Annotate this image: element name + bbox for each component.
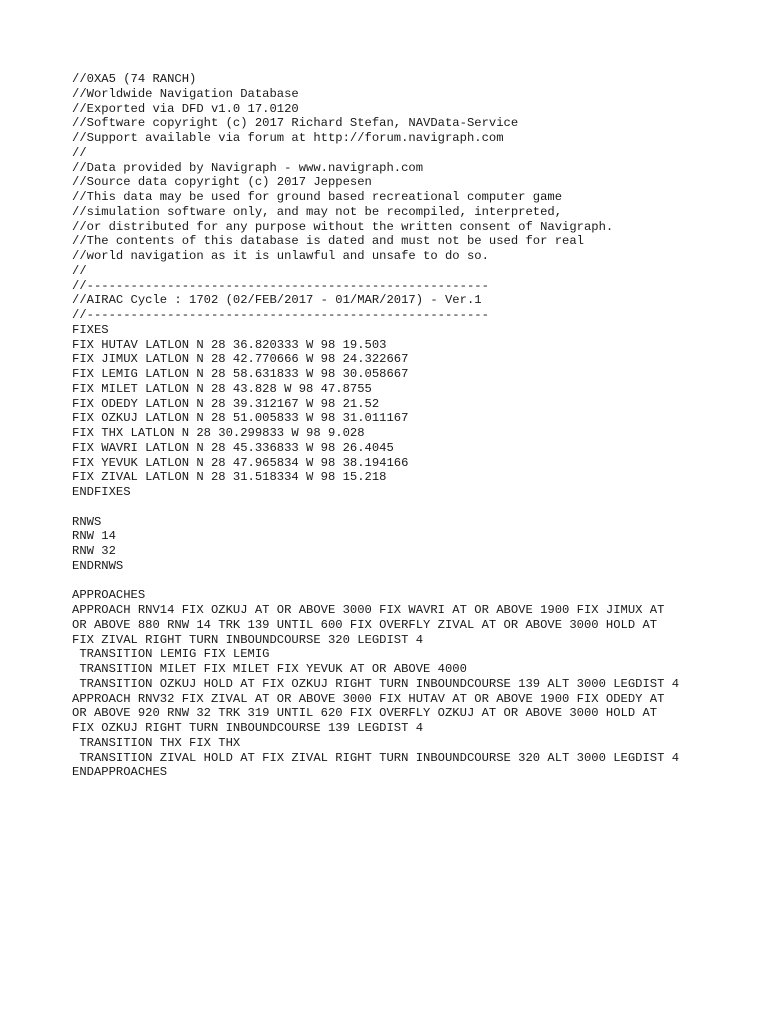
- section-header-fixes: FIXES: [72, 322, 109, 337]
- runway-entry: RNW 14: [72, 529, 116, 544]
- approach-line: FIX ZIVAL RIGHT TURN INBOUNDCOURSE 320 LEGDIST 4: [72, 632, 424, 647]
- blank-line: [72, 500, 732, 515]
- fix-entry: FIX WAVRI LATLON N 28 45.336833 W 98 26.4045: [72, 440, 394, 455]
- text-line: //world navigation as it is unlawful and unsafe to do so.: [72, 249, 489, 263]
- approach-line: FIX OZKUJ RIGHT TURN INBOUNDCOURSE 139 LEGDIST 4: [72, 721, 424, 735]
- document-page: [72, 72, 732, 780]
- fix-entry: FIX ODEDY LATLON N 28 39.312167 W 98 21.52: [72, 396, 380, 411]
- separator-line: //-------------------------------------------------------: [72, 278, 489, 293]
- fix-entry: FIX THX LATLON N 28 30.299833 W 98 9.028: [72, 426, 365, 440]
- text-line: //Exported via DFD v1.0 17.0120: [72, 101, 299, 116]
- transition-line: TRANSITION OZKUJ HOLD AT FIX OZKUJ RIGHT TURN INBOUNDCOURSE 139 ALT 3000 LEGDIST 4: [72, 676, 680, 691]
- section-footer-runways: ENDRNWS: [72, 558, 124, 573]
- text-line: //simulation software only, and may not be recompiled, interpreted,: [72, 204, 563, 219]
- fix-entry: FIX JIMUX LATLON N 28 42.770666 W 98 24.322667: [72, 352, 409, 367]
- approach-line: OR ABOVE 920 RNW 32 TRK 319 UNTIL 620 FIX OVERFLY OZKUJ AT OR ABOVE 3000 HOLD AT: [72, 706, 658, 721]
- text-line: //This data may be used for ground based recreational computer game: [72, 190, 563, 204]
- fix-entry: FIX YEVUK LATLON N 28 47.965834 W 98 38.194166: [72, 455, 409, 470]
- airac-cycle-line: //AIRAC Cycle : 1702 (02/FEB/2017 - 01/MAR/2017) - Ver.1: [72, 293, 482, 308]
- fix-entry: FIX ZIVAL LATLON N 28 31.518334 W 98 15.218: [72, 470, 387, 485]
- section-header-runways: RNWS: [72, 514, 102, 529]
- runway-entry: RNW 32: [72, 544, 116, 558]
- text-line: //0XA5 (74 RANCH): [72, 72, 197, 86]
- section-footer-approaches: ENDAPPROACHES: [72, 765, 168, 780]
- text-line: //Worldwide Navigation Database: [72, 86, 299, 101]
- fix-entry: FIX LEMIG LATLON N 28 58.631833 W 98 30.058667: [72, 367, 409, 381]
- text-line: //Support available via forum at http://forum.navigraph.com: [72, 131, 504, 145]
- fix-entry: FIX MILET LATLON N 28 43.828 W 98 47.8755: [72, 381, 372, 396]
- transition-line: TRANSITION ZIVAL HOLD AT FIX ZIVAL RIGHT TURN INBOUNDCOURSE 320 ALT 3000 LEGDIST 4: [72, 750, 680, 765]
- text-line: //Source data copyright (c) 2017 Jeppesen: [72, 175, 372, 190]
- text-line: //Software copyright (c) 2017 Richard Stefan, NAVData-Service: [72, 116, 519, 131]
- text-line: //: [72, 263, 87, 278]
- separator-line: //-------------------------------------------------------: [72, 308, 489, 322]
- text-line: //: [72, 145, 87, 160]
- text-line: //or distributed for any purpose without the written consent of Navigraph.: [72, 219, 614, 234]
- fix-entry: FIX OZKUJ LATLON N 28 51.005833 W 98 31.011167: [72, 411, 409, 426]
- blank-line: [72, 574, 732, 589]
- approach-line: APPROACH RNV32 FIX ZIVAL AT OR ABOVE 3000 FIX HUTAV AT OR ABOVE 1900 FIX ODEDY AT: [72, 691, 665, 706]
- section-header-approaches: APPROACHES: [72, 588, 146, 603]
- transition-line: TRANSITION LEMIG FIX LEMIG: [72, 647, 270, 662]
- approach-line: OR ABOVE 880 RNW 14 TRK 139 UNTIL 600 FIX OVERFLY ZIVAL AT OR ABOVE 3000 HOLD AT: [72, 617, 658, 632]
- fix-entry: FIX HUTAV LATLON N 28 36.820333 W 98 19.503: [72, 337, 387, 352]
- text-line: //The contents of this database is dated and must not be used for real: [72, 234, 584, 249]
- approach-line: APPROACH RNV14 FIX OZKUJ AT OR ABOVE 3000 FIX WAVRI AT OR ABOVE 1900 FIX JIMUX AT: [72, 603, 665, 617]
- text-line: //Data provided by Navigraph - www.navigraph.com: [72, 160, 424, 175]
- transition-line: TRANSITION MILET FIX MILET FIX YEVUK AT OR ABOVE 4000: [72, 662, 467, 676]
- transition-line: TRANSITION THX FIX THX: [72, 735, 241, 750]
- section-footer-fixes: ENDFIXES: [72, 485, 131, 499]
